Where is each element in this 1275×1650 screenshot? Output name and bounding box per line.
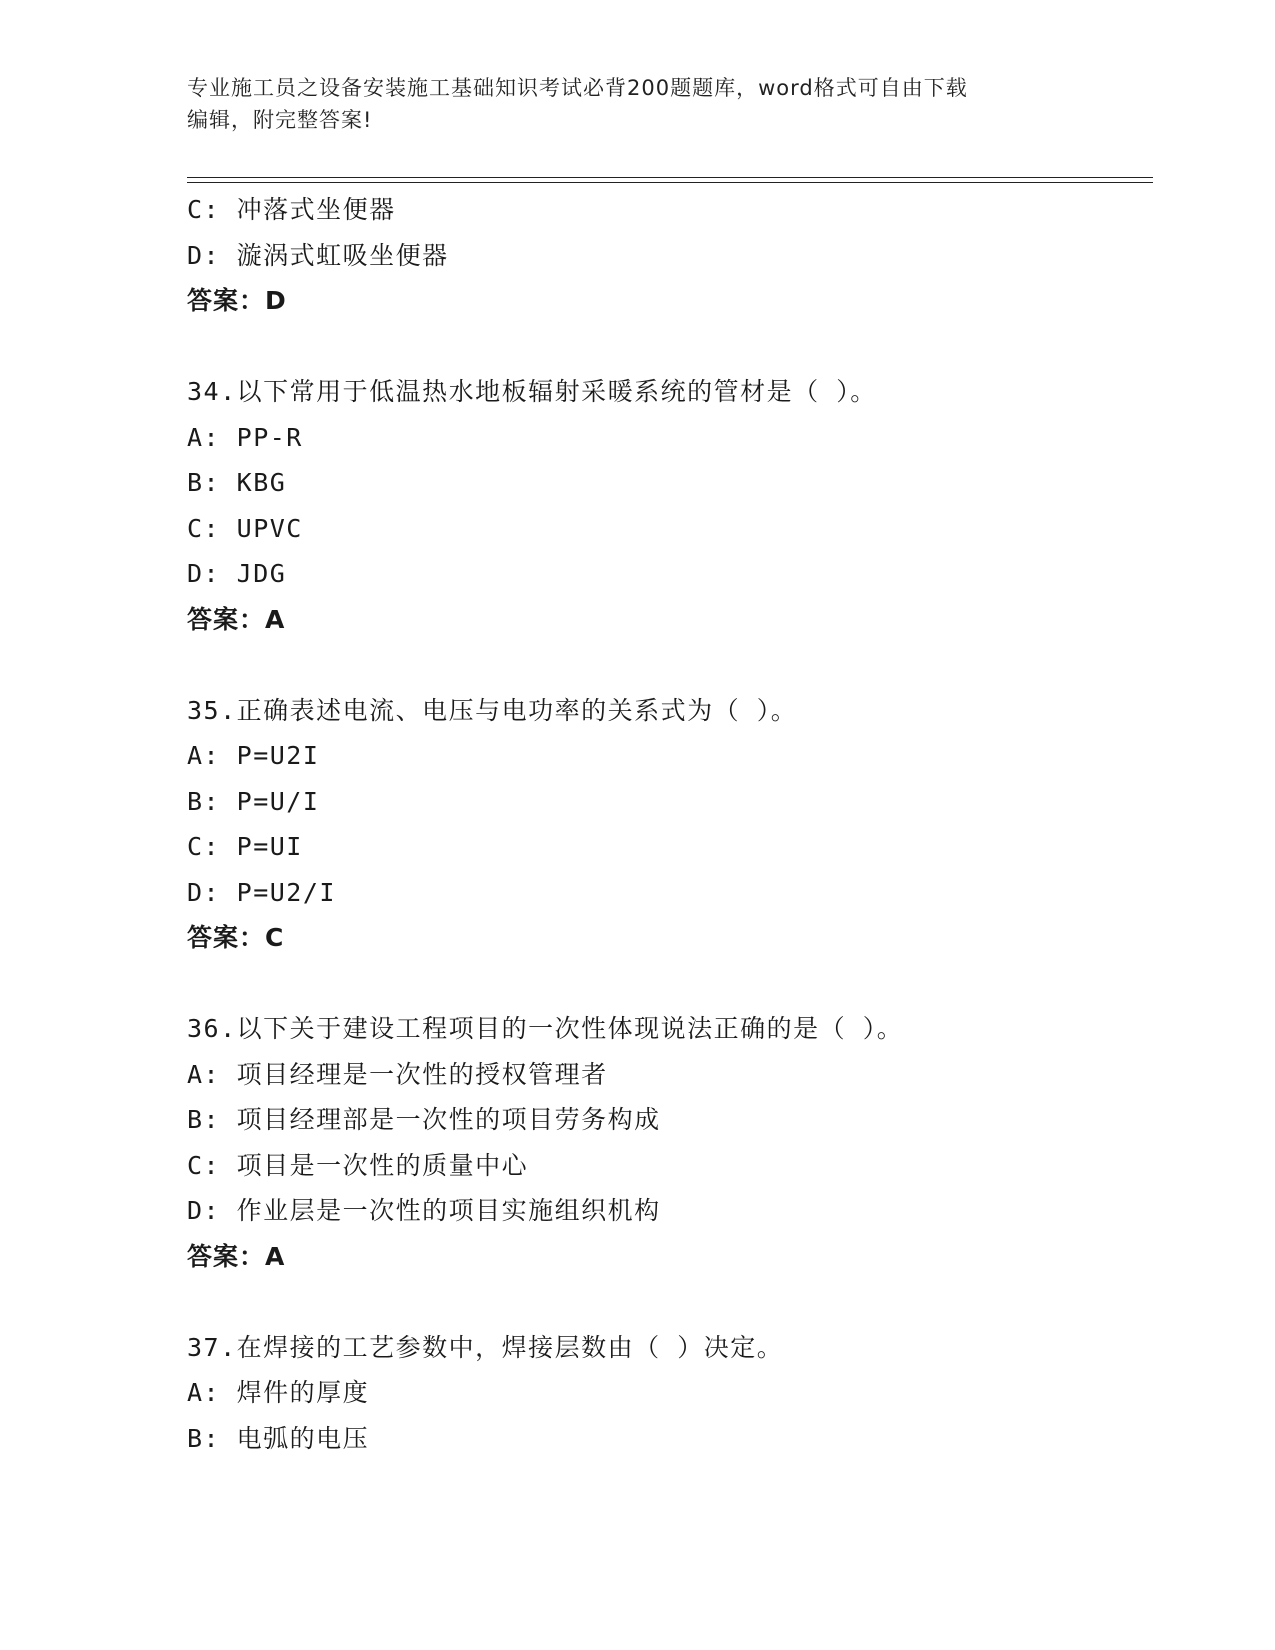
question-list xyxy=(187,187,1153,1461)
option-a: A: 项目经理是一次性的授权管理者 xyxy=(187,1059,608,1089)
spacer xyxy=(187,1279,1153,1325)
question-block-36 xyxy=(187,1006,1153,1279)
header-title-line-2: 编辑，附完整答案! xyxy=(187,108,373,132)
spacer xyxy=(187,324,1153,370)
option-a: A: PP-R xyxy=(187,422,303,452)
option-a: A: P=U2I xyxy=(187,741,320,770)
answer-label: 答案：D xyxy=(187,286,287,315)
question-text: 34.以下常用于低温热水地板辐射采暖系统的管材是（ ）。 xyxy=(187,377,877,406)
question-block-35 xyxy=(187,688,1153,961)
option-d: D: 作业层是一次性的项目实施组织机构 xyxy=(187,1196,661,1225)
option-d: D: JDG xyxy=(187,559,287,588)
option-b: B: 电弧的电压 xyxy=(187,1423,370,1453)
document-header xyxy=(187,72,1067,136)
answer-label: 答案：A xyxy=(187,1241,286,1271)
option-b: B: KBG xyxy=(187,468,287,497)
option-a: A: 焊件的厚度 xyxy=(187,1378,370,1407)
header-title-line-1: 专业施工员之设备安装施工基础知识考试必背200题题库，word格式可自由下载 xyxy=(187,76,968,100)
question-text: 36.以下关于建设工程项目的一次性体现说法正确的是（ ）。 xyxy=(187,1014,904,1043)
option-c: C: 项目是一次性的质量中心 xyxy=(187,1150,529,1180)
spacer xyxy=(187,642,1153,688)
question-block-37 xyxy=(187,1325,1153,1462)
question-block-34 xyxy=(187,369,1153,642)
option-c: C: 冲落式坐便器 xyxy=(187,195,396,224)
option-b: B: 项目经理部是一次性的项目劳务构成 xyxy=(187,1105,661,1134)
answer-label: 答案：A xyxy=(187,604,286,634)
question-text: 37.在焊接的工艺参数中，焊接层数由（ ）决定。 xyxy=(187,1332,784,1362)
question-text: 35.正确表述电流、电压与电功率的关系式为（ ）。 xyxy=(187,695,798,725)
option-c: C: UPVC xyxy=(187,513,303,543)
header-divider-bottom xyxy=(187,182,1153,183)
spacer xyxy=(187,961,1153,1007)
header-divider-top xyxy=(187,177,1153,178)
answer-label: 答案：C xyxy=(187,923,285,952)
option-d: D: 漩涡式虹吸坐便器 xyxy=(187,240,449,270)
option-b: B: P=U/I xyxy=(187,786,320,816)
option-d: D: P=U2/I xyxy=(187,877,336,907)
option-c: C: P=UI xyxy=(187,832,303,861)
question-block-33 xyxy=(187,187,1153,324)
